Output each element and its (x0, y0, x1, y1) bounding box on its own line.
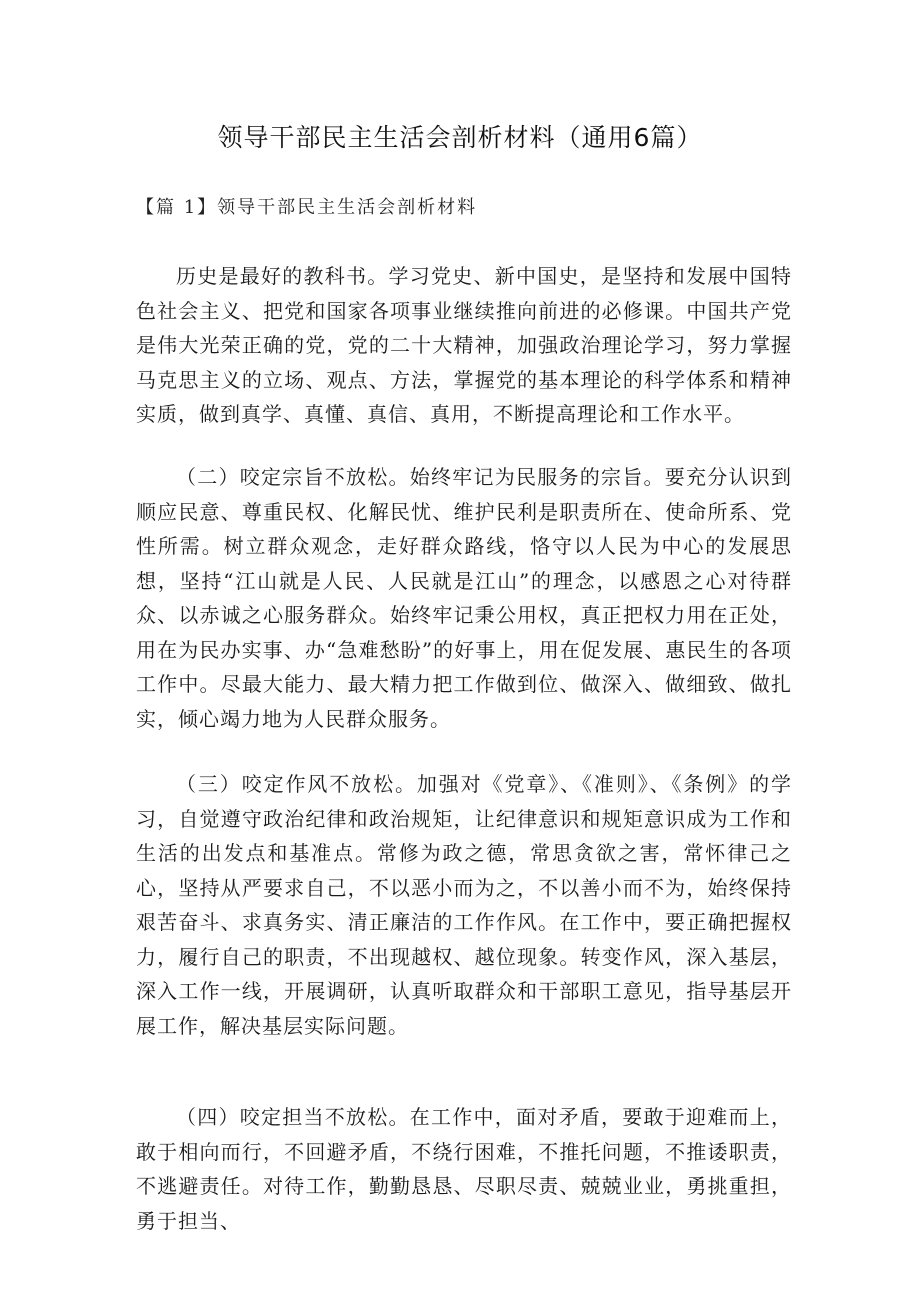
section-heading: 【篇 1】领导干部民主生活会剖析材料 (136, 197, 478, 218)
paragraph-purpose: （二）咬定宗旨不放松。始终牢记为民服务的宗旨。要充分认识到顺应民意、尊重民权、化解民忧、维护民利是职责所在、使命所系、党性所需。树立群众观念，走好群众路线，恪守以人民为中心的发展思想，坚持“江山就是人民、人民就是江山”的理念，以感恩之心对待群众、以赤诚之心服务群众。始终牢记秉公用权，真正把权力用在正处，用在为民办实事、办“急难愁盼”的好事上，用在促发展、惠民生的各项工作中。尽最大能力、最大精力把工作做到位、做深入、做细致、做扎实，倾心竭力地为人民群众服务。 (136, 465, 792, 731)
paragraph-style: （三）咬定作风不放松。加强对《党章》、《准则》、《条例》的学习，自觉遵守政治纪律和政治规矩，让纪律意识和规矩意识成为工作和生活的出发点和基准点。常修为政之德，常思贪欲之害，常怀律己之心，坚持从严要求自己，不以恶小而为之，不以善小而不为，始终保持艰苦奋斗、求真务实、清正廉洁的工作作风。在工作中，要正确把握权力，履行自己的职责，不出现越权、越位现象。转变作风，深入基层，深入工作一线，开展调研，认真听取群众和干部职工意见，指导基层开展工作，解决基层实际问题。 (136, 772, 792, 1038)
paragraph-responsibility: （四）咬定担当不放松。在工作中，面对矛盾，要敢于迎难而上，敢于相向而行，不回避矛盾，不绕行困难，不推托问题，不推诿职责，不逃避责任。对待工作，勤勤恳恳、尽职尽责、兢兢业业，勇挑重担，勇于担当、 (136, 1105, 792, 1233)
paragraph-history: 历史是最好的教科书。学习党史、新中国史，是坚持和发展中国特色社会主义、把党和国家各项事业继续推向前进的必修课。中国共产党是伟大光荣正确的党，党的二十大精神，加强政治理论学习，努力掌握马克思主义的立场、观点、方法，掌握党的基本理论的科学体系和精神实质，做到真学、真懂、真信、真用，不断提高理论和工作水平。 (136, 264, 792, 426)
document-title: 领导干部民主生活会剖析材料（通用6篇） (217, 123, 703, 152)
